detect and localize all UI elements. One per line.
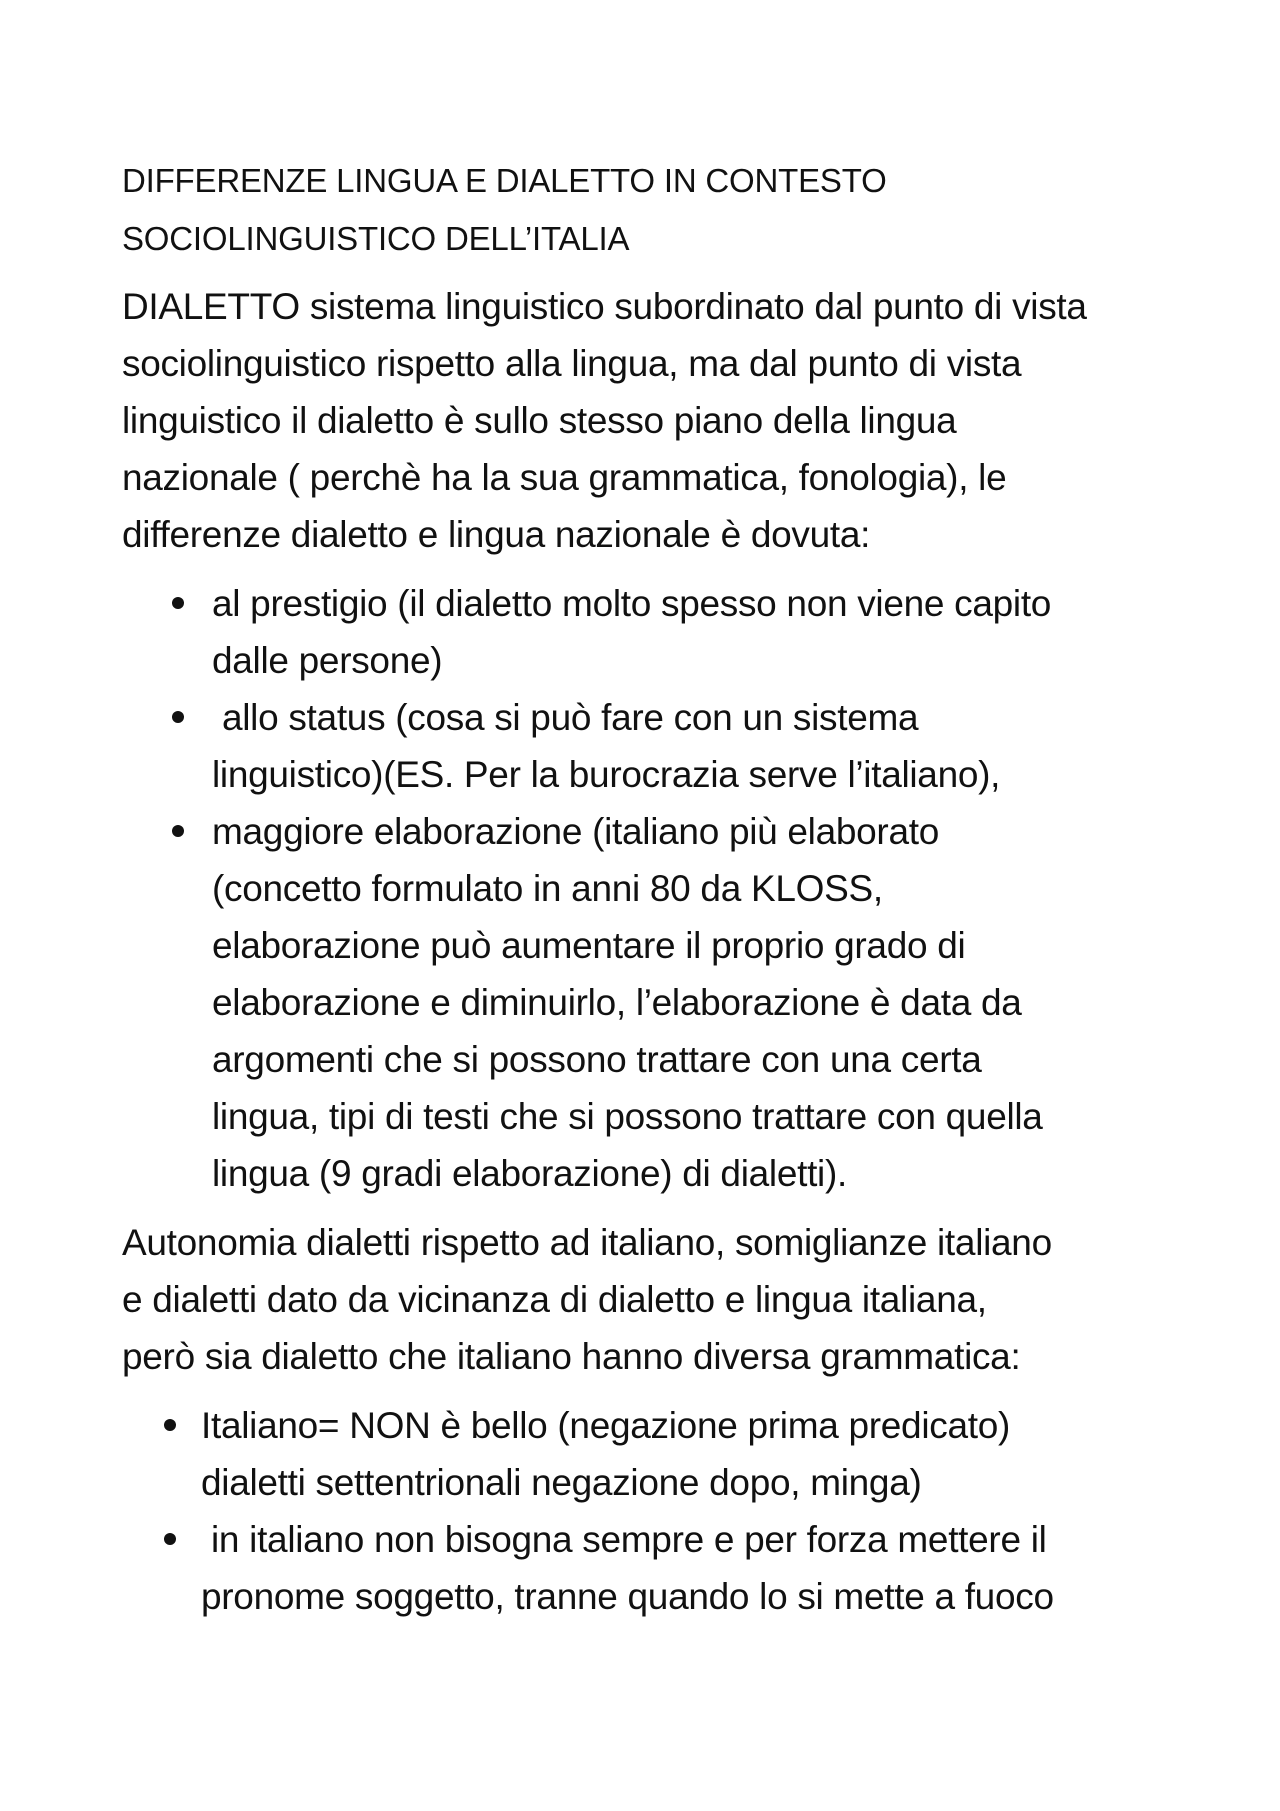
title-line: SOCIOLINGUISTICO DELL’ITALIA (122, 220, 630, 257)
list-item-line: elaborazione può aumentare il proprio grado di (212, 925, 966, 966)
list-item-line: (concetto formulato in anni 80 da KLOSS, (212, 868, 883, 909)
paragraph-dialetto-definition (122, 278, 1182, 563)
list-item (122, 689, 1182, 803)
paragraph-line: DIALETTO sistema linguistico subordinato dal punto di vista (122, 286, 1087, 327)
bullet-icon (164, 1533, 176, 1545)
list-item-line: lingua, tipi di testi che si possono trattare con quella (212, 1096, 1043, 1137)
list-item-line: maggiore elaborazione (italiano più elaborato (212, 811, 939, 852)
paragraph-line: però sia dialetto che italiano hanno diversa grammatica: (122, 1336, 1021, 1377)
bullet-icon (172, 825, 184, 837)
bullet-list-differences (122, 575, 1182, 1202)
list-item-line: pronome soggetto, tranne quando lo si mette a fuoco (201, 1576, 1054, 1617)
list-item-line: in italiano non bisogna sempre e per forza mettere il (201, 1519, 1047, 1560)
list-item (122, 1511, 1182, 1625)
paragraph-autonomia (122, 1214, 1182, 1385)
list-item (122, 575, 1182, 689)
list-item-line: argomenti che si possono trattare con una certa (212, 1039, 982, 1080)
document-title (122, 152, 1182, 268)
title-line: DIFFERENZE LINGUA E DIALETTO IN CONTESTO (122, 162, 887, 199)
list-item-line: Italiano= NON è bello (negazione prima predicato) (201, 1405, 1011, 1446)
document-body (122, 152, 1182, 1637)
list-item-line: allo status (cosa si può fare con un sistema (212, 697, 919, 738)
bullet-icon (164, 1419, 176, 1431)
list-item-line: lingua (9 gradi elaborazione) di dialetti). (212, 1153, 847, 1194)
list-item (122, 803, 1182, 1202)
bullet-icon (172, 597, 184, 609)
list-item-line: dalle persone) (212, 640, 443, 681)
paragraph-line: sociolinguistico rispetto alla lingua, ma dal punto di vista (122, 343, 1022, 384)
list-item (122, 1397, 1182, 1511)
paragraph-line: linguistico il dialetto è sullo stesso piano della lingua (122, 400, 957, 441)
paragraph-line: e dialetti dato da vicinanza di dialetto e lingua italiana, (122, 1279, 987, 1320)
paragraph-line: differenze dialetto e lingua nazionale è dovuta: (122, 514, 871, 555)
list-item-line: linguistico)(ES. Per la burocrazia serve l’italiano), (212, 754, 1001, 795)
bullet-icon (172, 711, 184, 723)
list-item-line: al prestigio (il dialetto molto spesso non viene capito (212, 583, 1052, 624)
paragraph-line: nazionale ( perchè ha la sua grammatica, fonologia), le (122, 457, 1007, 498)
bullet-list-grammar (122, 1397, 1182, 1625)
list-item-line: dialetti settentrionali negazione dopo, minga) (201, 1462, 922, 1503)
paragraph-line: Autonomia dialetti rispetto ad italiano, somiglianze italiano (122, 1222, 1052, 1263)
list-item-line: elaborazione e diminuirlo, l’elaborazione è data da (212, 982, 1022, 1023)
